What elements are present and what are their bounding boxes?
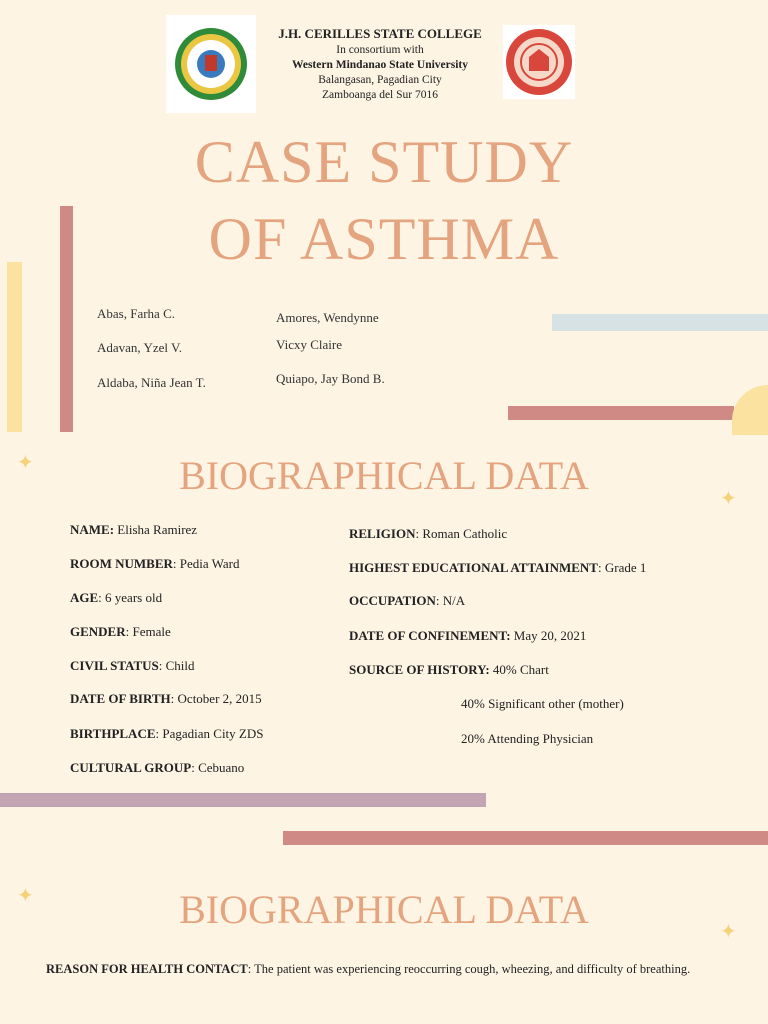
author-name: Vicxy Claire (276, 337, 343, 352)
history-source-item: 40% Significant other (mother) (461, 696, 624, 711)
address-line-1: Balangasan, Pagadian City (318, 74, 442, 86)
field-occupation: OCCUPATION: N/A (349, 593, 466, 608)
star-icon: ✦ (17, 452, 34, 474)
author-name: Amores, Wendynne (276, 310, 379, 325)
mauve-horizontal-bar (0, 793, 486, 807)
author-name: Adavan, Yzel V. (97, 340, 182, 355)
section-title-biographical: BIOGRAPHICAL DATA (179, 453, 589, 498)
rose-horizontal-bar-2 (283, 831, 768, 845)
field-date-of-confinement: DATE OF CONFINEMENT: May 20, 2021 (349, 628, 587, 643)
field-birthplace: BIRTHPLACE: Pagadian City ZDS (70, 726, 264, 741)
yellow-half-circle (732, 385, 768, 435)
college-name: J.H. CERILLES STATE COLLEGE (278, 26, 482, 41)
yellow-vertical-bar (7, 262, 22, 432)
field-civil-status: CIVIL STATUS: Child (70, 658, 195, 673)
field-educational-attainment: HIGHEST EDUCATIONAL ATTAINMENT: Grade 1 (349, 560, 647, 575)
field-age: AGE: 6 years old (70, 590, 163, 605)
page-title-line-1: CASE STUDY (194, 129, 574, 195)
university-name: Western Mindanao State University (291, 59, 468, 71)
rose-horizontal-bar (508, 406, 734, 420)
page-title-line-2: OF ASTHMA (208, 206, 560, 272)
field-source-of-history: SOURCE OF HISTORY: 40% Chart (349, 662, 549, 677)
field-religion: RELIGION: Roman Catholic (349, 526, 508, 541)
field-gender: GENDER: Female (70, 624, 171, 639)
author-name: Abas, Farha C. (97, 306, 175, 321)
star-icon: ✦ (720, 921, 737, 943)
star-icon: ✦ (17, 885, 34, 907)
field-name: NAME: Elisha Ramirez (70, 522, 198, 537)
address-line-2: Zamboanga del Sur 7016 (322, 89, 438, 101)
field-date-of-birth: DATE OF BIRTH: October 2, 2015 (70, 691, 262, 706)
author-name: Quiapo, Jay Bond B. (276, 371, 385, 386)
history-source-item: 20% Attending Physician (461, 731, 594, 746)
reason-for-health-contact: REASON FOR HEALTH CONTACT: The patient was experiencing reoccurring cough, wheezing, and difficulty of breathing. (46, 962, 691, 976)
field-cultural-group: CULTURAL GROUP: Cebuano (70, 760, 245, 775)
blue-horizontal-bar (552, 314, 768, 331)
star-icon: ✦ (720, 488, 737, 510)
field-room-number: ROOM NUMBER: Pedia Ward (70, 556, 240, 571)
author-name: Aldaba, Niña Jean T. (97, 375, 206, 390)
consortium-text: In consortium with (336, 44, 424, 56)
section-title-biographical-2: BIOGRAPHICAL DATA (179, 887, 589, 932)
